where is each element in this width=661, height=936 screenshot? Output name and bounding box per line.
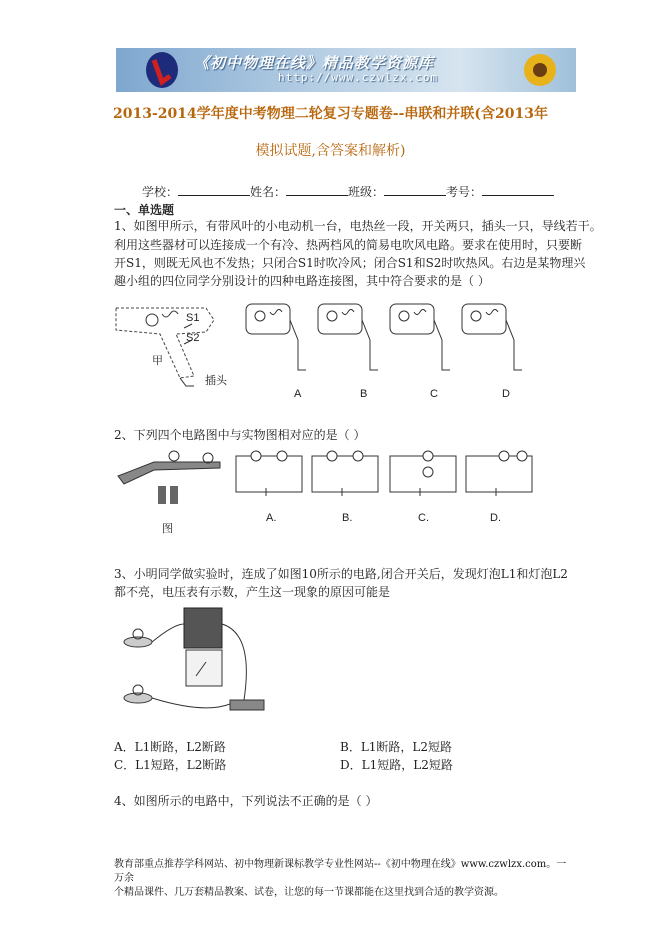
q2-circuit-a[interactable] (236, 451, 302, 496)
q3-line2: 都不亮，电压表有示数，产生这一现象的原因可能是 (114, 585, 391, 599)
q2-option-d[interactable]: D. (490, 512, 501, 524)
document-title-line2: 模拟试题,含答案和解析) (255, 143, 406, 159)
q1-option-c[interactable]: C (430, 388, 438, 400)
q3-experiment-figure (114, 604, 274, 728)
q1-line3: 开S1，则既无风也不发热；只闭合S1时吹冷风；闭合S1和S2时吹热风。右边是某物理兴 (114, 256, 586, 270)
q2-option-a[interactable]: A. (266, 512, 277, 524)
document-title-line1: 2013-2014学年度中考物理二轮复习专题卷--串联和并联(含2013年 (113, 106, 548, 122)
q3-option-d[interactable]: D．L1短路，L2短路 (340, 758, 453, 772)
school-field[interactable] (178, 183, 250, 196)
q3-option-b[interactable]: B．L1断路，L2短路 (340, 740, 453, 754)
q4-text: 4、如图所示的电路中，下列说法不正确的是（ ） (114, 794, 378, 808)
name-label: 姓名： (250, 185, 287, 199)
q3-option-a[interactable]: A．L1断路，L2断路 (114, 740, 226, 754)
school-label: 学校： (142, 185, 179, 199)
header-banner (116, 48, 576, 92)
exam-no-label: 考号： (446, 185, 483, 199)
q2-physical-figure (114, 448, 224, 518)
q3-line1: 3、小明同学做实验时，连成了如图10所示的电路,闭合开关后，发现灯泡L1和灯泡L2 (114, 567, 568, 581)
q1-option-circuits (240, 300, 530, 382)
student-info-row (142, 183, 554, 201)
q1-circuit-c[interactable] (390, 304, 450, 370)
q1-option-b[interactable]: B (360, 388, 368, 400)
q2-fig-label: 图 (162, 523, 173, 535)
q2-text: 2、下列四个电路图中与实物图相对应的是（ ） (114, 428, 366, 442)
footer-line2: 个精品课件、几万套精品教案、试卷，让您的每一节课都能在这里找到合适的教学资源。 (114, 887, 504, 898)
q1-fig-s2-label: S2 (186, 332, 200, 344)
q1-plug-label: 插头 (205, 375, 227, 387)
section-heading: 一、单选题 (114, 203, 175, 217)
class-label: 班级： (348, 185, 385, 199)
q1-line1: 1、如图甲所示，有带风叶的小电动机一台，电热丝一段，开关两只，插头一只，导线若干。 (114, 219, 602, 233)
exam-no-field[interactable] (482, 183, 554, 196)
q1-fig-label: 甲 (152, 355, 163, 367)
banner-url[interactable]: http://www.czwlzx.com (278, 71, 439, 84)
q3-option-c[interactable]: C．L1短路，L2断路 (114, 758, 227, 772)
banner-title: 《初中物理在线》精品教学资源库 (194, 54, 435, 72)
q1-circuit-a[interactable] (246, 304, 306, 370)
q1-option-d[interactable]: D (502, 388, 510, 400)
footer-line1: 教育部重点推荐学科网站、初中物理新课标教学专业性网站--《初中物理在线》www.czwlzx.com。一万余 (114, 859, 567, 884)
q1-fig-s1-label: S1 (186, 312, 200, 324)
q2-circuit-d[interactable] (466, 451, 532, 496)
q1-option-a[interactable]: A (294, 388, 302, 400)
q1-line2: 利用这些器材可以连接成一个有冷、热两档风的简易电吹风电路。要求在使用时，只要断 (114, 238, 583, 252)
page-footer (114, 858, 574, 900)
class-field[interactable] (384, 183, 446, 196)
q2-option-c[interactable]: C. (418, 512, 429, 524)
q1-line4: 趣小组的四位同学分别设计的四种电路连接图，其中符合要求的是（ ） (114, 274, 490, 288)
q1-circuit-d[interactable] (462, 304, 522, 370)
q1-circuit-b[interactable] (318, 304, 378, 370)
q2-circuit-b[interactable] (312, 451, 378, 496)
q2-circuit-c[interactable] (390, 451, 456, 496)
q2-option-circuits (234, 448, 534, 498)
name-field[interactable] (286, 183, 348, 196)
q2-option-b[interactable]: B. (342, 512, 353, 524)
